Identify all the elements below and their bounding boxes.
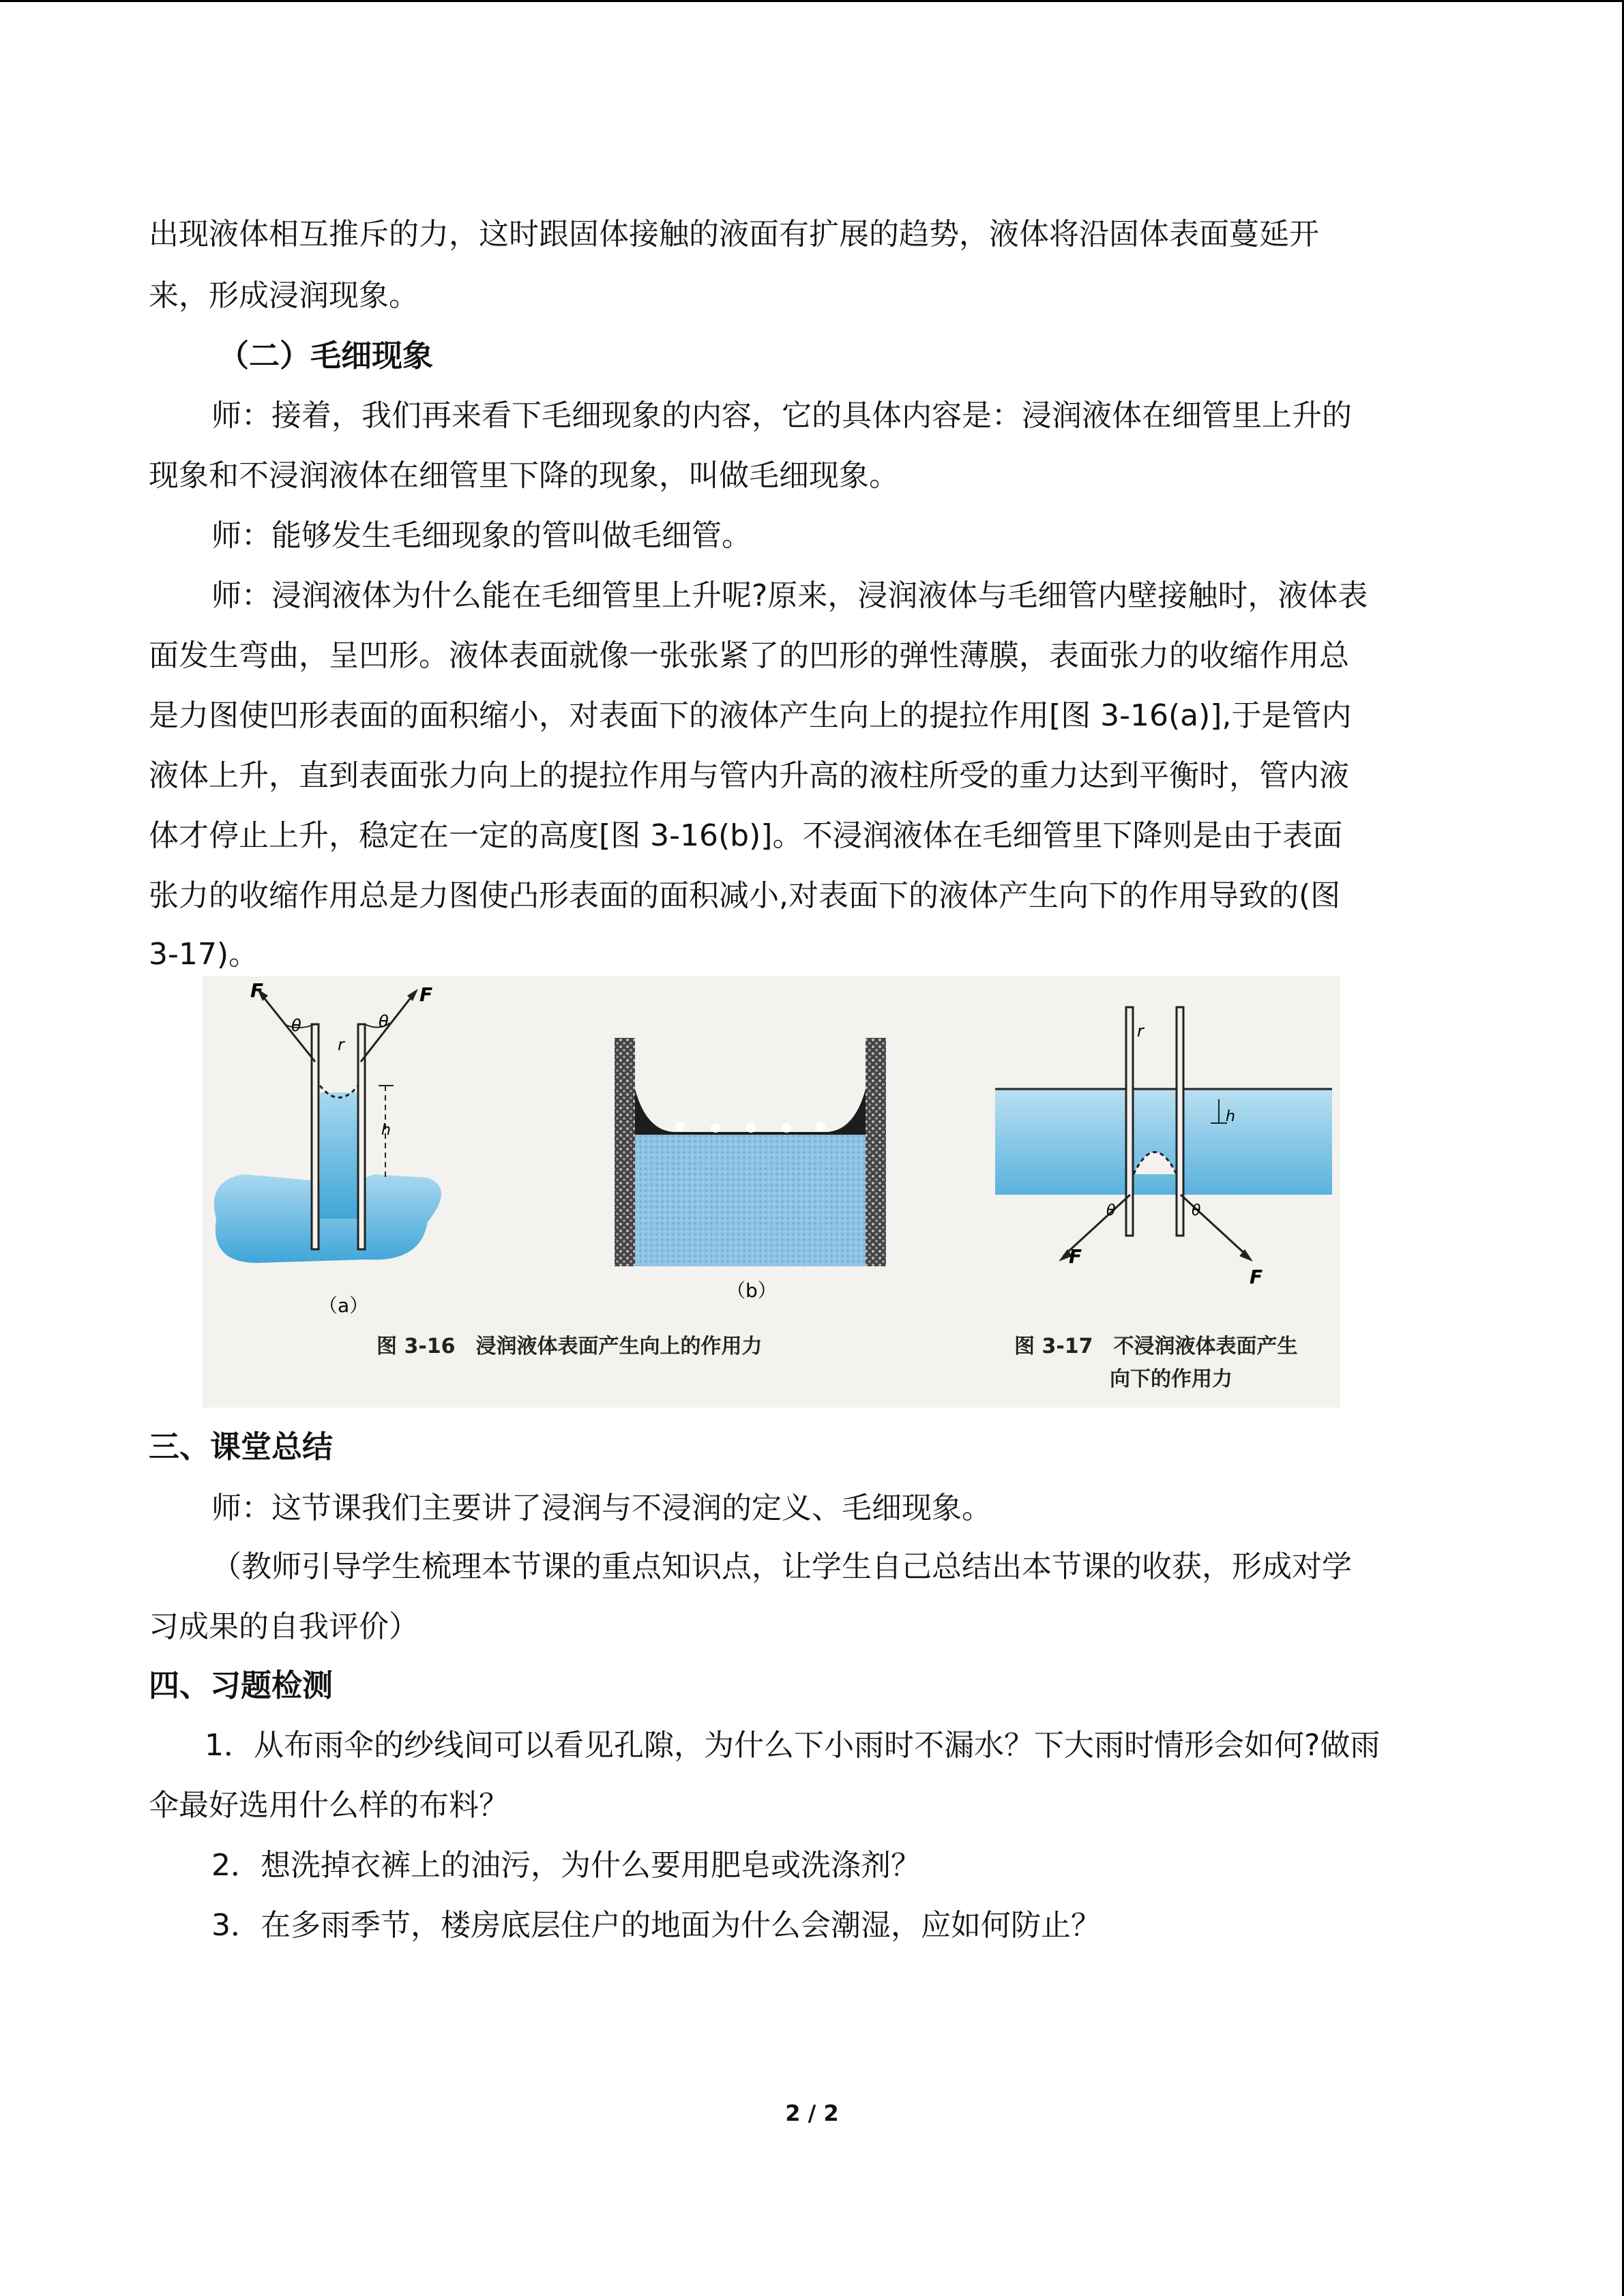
- angle-label: θ: [1106, 1202, 1116, 1219]
- paragraph-line: 体才停止上升，稳定在一定的高度[图 3-16(b)]。不浸润液体在毛细管里下降则是由于表面: [149, 818, 1343, 853]
- question-item: 2．想洗掉衣裤上的油污，为什么要用肥皂或洗涤剂？: [211, 1848, 921, 1883]
- figure-caption-316: 图 3-16 浸润液体表面产生向上的作用力: [377, 1335, 763, 1358]
- angle-label: θ: [291, 1016, 301, 1035]
- diagram-317: [995, 1007, 1332, 1288]
- paragraph-line: 面发生弯曲，呈凹形。液体表面就像一张张紧了的凹形的弹性薄膜，表面张力的收缩作用总: [149, 638, 1349, 673]
- paragraph-line: 现象和不浸润液体在细管里下降的现象，叫做毛细现象。: [149, 458, 899, 493]
- figure-caption-317-line2: 向下的作用力: [1110, 1367, 1232, 1391]
- question-item-continued: 伞最好选用什么样的布料？: [149, 1788, 509, 1823]
- angle-label: θ: [379, 1012, 389, 1031]
- force-label: F: [1250, 1266, 1263, 1288]
- height-label: h: [1226, 1108, 1235, 1125]
- angle-label: θ: [1192, 1202, 1201, 1219]
- paragraph-line: 习成果的自我评价）: [149, 1609, 419, 1644]
- paragraph-line: 师：这节课我们主要讲了浸润与不浸润的定义、毛细现象。: [211, 1491, 992, 1525]
- figure-illustration: [203, 976, 1340, 1407]
- paragraph-line: 来，形成浸润现象。: [149, 278, 419, 313]
- section-heading-summary: 三、课堂总结: [149, 1429, 334, 1465]
- paragraph-line: 是力图使凹形表面的面积缩小，对表面下的液体产生向上的提拉作用[图 3-16(a)],于是管内: [149, 698, 1352, 733]
- figure-capillary: [203, 976, 1340, 1407]
- paragraph-line: 张力的收缩作用总是力图使凸形表面的面积减小,对表面下的液体产生向下的作用导致的(图: [149, 878, 1341, 913]
- height-label: h: [381, 1122, 391, 1139]
- paragraph-line: 师：接着，我们再来看下毛细现象的内容，它的具体内容是：浸润液体在细管里上升的: [211, 398, 1352, 433]
- force-label: F: [250, 979, 264, 1002]
- question-item: 1．从布雨伞的纱线间可以看见孔隙，为什么下小雨时不漏水？下大雨时情形会如何?做雨: [205, 1728, 1381, 1763]
- radius-label: r: [1137, 1022, 1144, 1041]
- diagram-b: [615, 1038, 886, 1302]
- subfigure-label-a: （a）: [319, 1294, 369, 1317]
- paragraph-line: 出现液体相互推斥的力，这时跟固体接触的液面有扩展的趋势，液体将沿固体表面蔓延开: [149, 217, 1319, 252]
- page-number: 2 / 2: [785, 2100, 839, 2126]
- radius-label: r: [338, 1035, 344, 1054]
- section-heading-capillary: （二）毛细现象: [218, 338, 434, 374]
- paragraph-line: 3-17)。: [149, 937, 259, 972]
- figure-caption-317: 图 3-17 不浸润液体表面产生: [1014, 1335, 1298, 1358]
- question-item: 3．在多雨季节，楼房底层住户的地面为什么会潮湿，应如何防止？: [211, 1908, 1101, 1943]
- section-heading-exercises: 四、习题检测: [149, 1667, 334, 1703]
- paragraph-line: 师：能够发生毛细现象的管叫做毛细管。: [211, 518, 752, 553]
- paragraph-line: 液体上升，直到表面张力向上的提拉作用与管内升高的液柱所受的重力达到平衡时，管内液: [149, 758, 1349, 793]
- force-label: F: [419, 983, 433, 1006]
- paragraph-line: （教师引导学生梳理本节课的重点知识点，让学生自己总结出本节课的收获，形成对学: [211, 1549, 1352, 1584]
- subfigure-label-b: （b）: [726, 1279, 777, 1302]
- force-label: F: [1069, 1245, 1082, 1268]
- diagram-a: [214, 979, 441, 1317]
- paragraph-line: 师：浸润液体为什么能在毛细管里上升呢?原来，浸润液体与毛细管内壁接触时，液体表: [211, 578, 1368, 613]
